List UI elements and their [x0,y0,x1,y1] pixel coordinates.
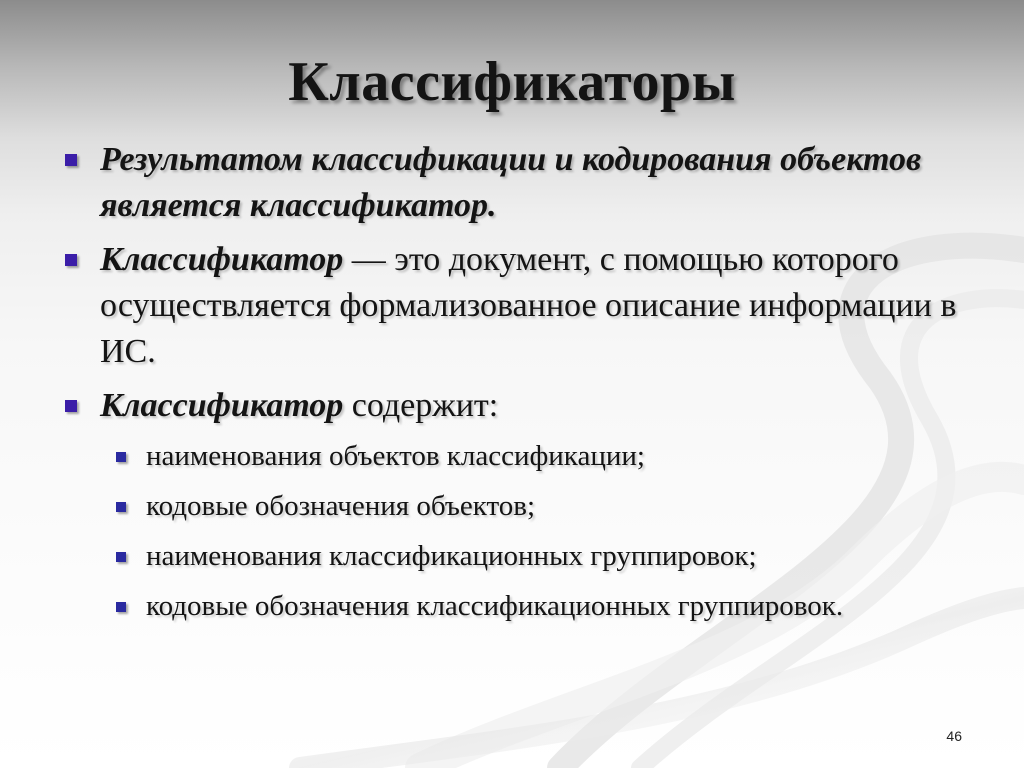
subbullet-item [106,437,962,475]
bullet-emphasis: Результатом классификации и кодирования объектов является классификатор. [100,141,922,224]
bullet-emphasis: Классификатор [100,387,344,424]
slide-content [62,137,962,637]
subbullet-item [106,537,962,575]
bullet-result [62,137,962,229]
slide-title: Классификаторы [288,51,736,113]
bullet-contains [62,383,962,429]
square-bullet-icon [116,552,126,562]
square-bullet-icon [65,400,77,412]
square-bullet-icon [116,602,126,612]
subbullet-item [106,487,962,525]
page-number: 46 [946,728,962,744]
subbullet-item [106,587,962,625]
bullet-text: — это документ, с помощью которого осуществляется формализованное описание информации в ИС. [100,241,957,370]
subbullet-text: наименования объектов классификации; [146,440,645,472]
subbullet-text: наименования классификационных группировок; [146,540,757,572]
bullet-text: содержит: [343,387,499,424]
bullet-definition [62,237,962,375]
bullet-emphasis: Классификатор [100,241,344,278]
square-bullet-icon [116,502,126,512]
square-bullet-icon [65,254,77,266]
subbullet-text: кодовые обозначения объектов; [146,490,536,522]
square-bullet-icon [65,154,77,166]
subbullet-text: кодовые обозначения классификационных группировок. [146,590,844,622]
square-bullet-icon [116,452,126,462]
